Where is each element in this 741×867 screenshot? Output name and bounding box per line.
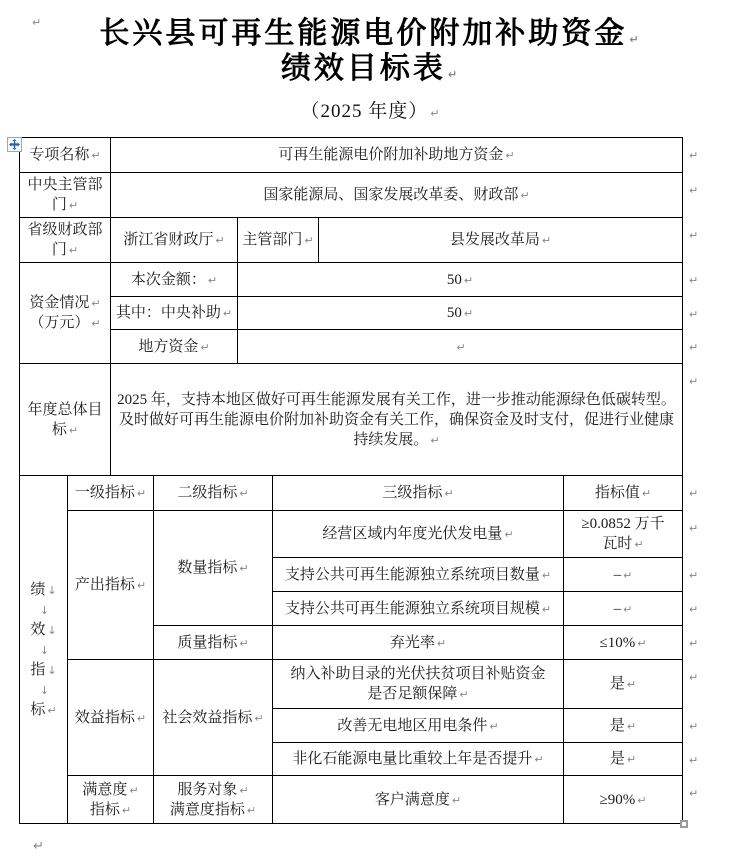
- project-name-value-cell[interactable]: [111, 138, 683, 173]
- cell-text: 50: [446, 305, 462, 321]
- header-level2-cell[interactable]: [154, 476, 273, 511]
- cell-end-mark: ↵: [489, 719, 499, 733]
- row-end-mark-cell: [683, 297, 709, 330]
- table-row: [20, 476, 709, 511]
- indicator-value-cell[interactable]: [564, 709, 683, 743]
- performance-indicator-side-cell[interactable]: [20, 476, 68, 824]
- row-end-mark-cell: [683, 709, 709, 743]
- indicator-value-cell[interactable]: [564, 743, 683, 776]
- quality-indicator-cell[interactable]: [154, 626, 273, 660]
- table-row: [20, 776, 709, 824]
- line-break-mark: ↓: [39, 643, 50, 657]
- title-text: 长兴县可再生能源电价附加补助资金: [99, 17, 628, 50]
- competent-dept-label-cell[interactable]: [238, 218, 319, 263]
- cell-end-mark: ↵: [68, 244, 79, 257]
- paragraph-mark: ↵: [689, 148, 699, 162]
- cell-end-mark: ↵: [623, 602, 633, 616]
- cell-end-mark: ↵: [541, 568, 552, 582]
- title-text: 绩效目标表: [280, 52, 446, 85]
- line-break-mark: ↓: [47, 663, 57, 677]
- paragraph-mark: ↵: [689, 340, 699, 354]
- cell-end-mark: ↵: [456, 340, 466, 354]
- cell-text: 弃光率: [389, 634, 435, 651]
- cell-end-mark: ↵: [68, 199, 79, 212]
- satisfaction-indicator-cell[interactable]: [68, 776, 154, 824]
- cell-text: 客户满意度: [374, 791, 450, 808]
- cell-text: 是: [609, 676, 625, 692]
- cell-text: 非化石能源电量比重较上年是否提升: [292, 751, 533, 767]
- cell-end-mark: ↵: [121, 803, 132, 817]
- cell-text: 指: [30, 661, 46, 678]
- cell-line: [24, 313, 106, 333]
- cell-end-mark: ↵: [626, 753, 637, 766]
- line-break-mark: ↓: [39, 683, 50, 697]
- cell-text: 瓦时: [602, 536, 633, 552]
- project-name-label-cell[interactable]: [20, 138, 111, 173]
- cell-text: 标: [30, 701, 46, 718]
- paragraph-mark: ↵: [32, 16, 42, 29]
- cell-text: 效: [30, 621, 46, 638]
- indicator-name-cell[interactable]: [273, 511, 564, 558]
- paragraph-mark: ↵: [689, 521, 699, 535]
- paragraph-mark: ↵: [689, 786, 699, 800]
- cell-end-mark: ↵: [430, 433, 440, 447]
- cell-text: 年度总体目标: [27, 401, 103, 438]
- cell-end-mark: ↵: [239, 487, 249, 500]
- cell-text: 效益指标: [74, 709, 135, 726]
- cell-text: 县发展改革局: [449, 232, 540, 248]
- cell-text: 产出指标: [74, 577, 135, 593]
- row-end-mark-cell: [683, 263, 709, 297]
- cell-text: 50: [446, 271, 462, 288]
- cell-end-mark: ↵: [504, 528, 514, 541]
- cell-end-mark: ↵: [136, 579, 147, 592]
- header-level1-cell[interactable]: [68, 476, 154, 511]
- cell-end-mark: ↵: [436, 636, 447, 650]
- cell-end-mark: ↵: [623, 568, 633, 582]
- benefit-indicator-cell[interactable]: [68, 660, 154, 776]
- row-end-mark-cell: [683, 364, 709, 476]
- cell-text: 浙江省财政厅: [123, 232, 214, 248]
- cell-line: [568, 514, 678, 534]
- cell-end-mark: ↵: [207, 273, 218, 287]
- line-break-mark: ↓: [47, 583, 57, 597]
- cell-text: 资金情况: [29, 295, 90, 311]
- cell-end-mark: ↵: [626, 719, 637, 733]
- central-subsidy-label-cell[interactable]: [111, 297, 238, 330]
- row-end-mark-cell: [683, 776, 709, 824]
- cell-end-mark: ↵: [463, 307, 474, 320]
- performance-target-table: [19, 137, 709, 824]
- title-year-subtitle: [0, 101, 741, 123]
- document-title: [0, 16, 741, 86]
- paragraph-mark: ↵: [689, 636, 699, 650]
- table-row: [20, 173, 709, 218]
- paragraph-mark: ↵: [689, 273, 699, 287]
- table-row: [20, 364, 709, 476]
- cell-text: 二级指标: [177, 485, 238, 501]
- indicator-value-cell[interactable]: [564, 511, 683, 558]
- paragraph-mark: ↵: [629, 33, 642, 46]
- paragraph-mark: ↵: [689, 753, 699, 767]
- cell-line: [24, 680, 63, 700]
- row-end-mark-cell: [683, 511, 709, 558]
- service-object-satisfaction-cell[interactable]: [154, 776, 273, 824]
- line-break-mark: ↓: [39, 603, 50, 617]
- cell-end-mark: ↵: [459, 688, 469, 701]
- header-level3-cell[interactable]: [273, 476, 564, 511]
- annual-goal-text-cell[interactable]: [111, 364, 683, 476]
- cell-text: 中央主管部门: [27, 177, 103, 213]
- table-move-handle[interactable]: [7, 137, 22, 152]
- cell-text: 专项名称: [29, 147, 90, 163]
- row-end-mark-cell: [683, 173, 709, 218]
- cell-end-mark: ↵: [136, 487, 147, 500]
- cell-line: [24, 600, 63, 620]
- cell-end-mark: ↵: [637, 793, 647, 807]
- cell-end-mark: ↵: [541, 234, 552, 247]
- cell-text: 一级指标: [74, 485, 135, 501]
- output-indicator-cell[interactable]: [68, 511, 154, 660]
- cell-line: [568, 534, 678, 554]
- indicator-value-cell[interactable]: [564, 558, 683, 592]
- row-end-mark-cell: [683, 218, 709, 263]
- local-fund-value-cell[interactable]: [238, 330, 683, 364]
- social-benefit-indicator-cell[interactable]: [154, 660, 273, 776]
- title-line-1: [0, 16, 741, 51]
- paragraph-mark: ↵: [689, 486, 699, 500]
- cell-text: 质量指标: [177, 634, 238, 651]
- competent-dept-value-cell[interactable]: [319, 218, 683, 263]
- row-end-mark-cell: [683, 660, 709, 709]
- row-end-mark-cell: [683, 626, 709, 660]
- cell-line: [277, 684, 559, 704]
- cell-line: [158, 800, 268, 820]
- current-amount-value-cell[interactable]: [238, 263, 683, 297]
- cell-text: 主管部门: [242, 232, 303, 248]
- cell-text: –: [613, 600, 622, 617]
- table-row: [20, 263, 709, 297]
- row-end-mark-cell: [683, 330, 709, 364]
- paragraph-mark: ↵: [689, 719, 699, 733]
- cell-end-mark: ↵: [91, 149, 101, 162]
- cell-text: 地方资金: [138, 338, 199, 355]
- fund-status-label-cell[interactable]: [20, 263, 111, 364]
- cell-text: 改善无电地区用电条件: [337, 717, 488, 734]
- paragraph-mark: ↵: [689, 670, 699, 684]
- paragraph-mark: ↵: [430, 107, 441, 120]
- cell-text: 数量指标: [177, 560, 238, 576]
- central-subsidy-value-cell[interactable]: [238, 297, 683, 330]
- cell-end-mark: ↵: [239, 636, 249, 650]
- cell-text: 三级指标: [382, 485, 443, 501]
- cell-text: ≥90%: [599, 791, 636, 808]
- cell-text: 本次金额：: [130, 271, 206, 288]
- cell-line: [24, 700, 63, 720]
- cell-text: –: [613, 566, 622, 583]
- cell-text: 支持公共可再生能源独立系统项目规模: [284, 600, 540, 617]
- indicator-name-cell[interactable]: [273, 743, 564, 776]
- move-arrows-icon: [9, 139, 20, 150]
- cell-text: 可再生能源电价附加补助地方资金: [278, 147, 504, 163]
- indicator-name-cell[interactable]: [273, 558, 564, 592]
- row-end-mark-cell: [683, 558, 709, 592]
- paragraph-mark: ↵: [447, 68, 461, 81]
- central-dept-label-cell[interactable]: [20, 173, 111, 218]
- cell-end-mark: ↵: [215, 234, 225, 247]
- table-row: [20, 218, 709, 263]
- cell-end-mark: ↵: [541, 602, 552, 616]
- province-finance-label-cell[interactable]: [20, 218, 111, 263]
- cell-end-mark: ↵: [222, 307, 233, 320]
- document-page: [0, 16, 741, 867]
- cell-text: ≥0.0852 万千: [581, 516, 665, 532]
- paragraph-mark: ↵: [689, 568, 699, 582]
- cell-text: 指标: [89, 801, 120, 818]
- cell-text: 纳入补助目录的光伏扶贫项目补贴资金: [290, 666, 546, 682]
- paragraph-mark: ↵: [689, 307, 699, 321]
- indicator-name-cell[interactable]: [273, 709, 564, 743]
- cell-line: [24, 660, 63, 680]
- indicator-value-cell[interactable]: [564, 776, 683, 824]
- cell-end-mark: ↵: [634, 538, 644, 551]
- cell-line: [158, 780, 268, 800]
- table-row: [20, 138, 709, 173]
- cell-text: 是: [609, 751, 625, 767]
- cell-line: [24, 580, 63, 600]
- paragraph-mark: ↵: [689, 183, 699, 197]
- cell-end-mark: ↵: [246, 803, 257, 817]
- cell-text: 其中：中央补助: [115, 305, 221, 321]
- cell-end-mark: ↵: [641, 487, 652, 500]
- cell-text: 是否足额保障: [367, 686, 458, 702]
- cell-text: 支持公共可再生能源独立系统项目数量: [284, 566, 540, 583]
- cell-end-mark: ↵: [444, 487, 454, 500]
- row-end-mark-cell: [683, 138, 709, 173]
- cell-line: [72, 800, 149, 820]
- cell-end-mark: ↵: [520, 189, 530, 202]
- cell-end-mark: ↵: [304, 234, 314, 247]
- cell-end-mark: ↵: [254, 711, 264, 725]
- paragraph-mark: ↵: [33, 839, 44, 854]
- paragraph-mark: ↵: [689, 228, 699, 242]
- cell-end-mark: ↵: [463, 273, 474, 287]
- table-row: [20, 330, 709, 364]
- table-row: [20, 660, 709, 709]
- cell-text: 满意度指标: [169, 801, 245, 818]
- table-row: [20, 297, 709, 330]
- indicator-name-cell[interactable]: [273, 776, 564, 824]
- cell-end-mark: ↵: [637, 636, 647, 650]
- cell-end-mark: ↵: [91, 297, 101, 310]
- cell-text: （万元）: [29, 315, 90, 331]
- cell-text: 2025 年，支持本地区做好可再生能源发展有关工作，进一步推动能源绿色低碳转型。及时做好可再生能源电价附加补助资金有关工作，确保资金及时支付，促进行业健康持续发展。: [117, 391, 676, 448]
- cell-text: 社会效益指标: [162, 709, 253, 726]
- cell-text: 省级财政部门: [27, 222, 103, 258]
- cell-text: 经营区域内年度光伏发电量: [322, 526, 503, 542]
- cell-text: 是: [609, 717, 625, 734]
- cell-text: ≤10%: [599, 634, 636, 651]
- paragraph-mark: ↵: [689, 602, 699, 616]
- row-end-mark-cell: [683, 476, 709, 511]
- row-end-mark-cell: [683, 743, 709, 776]
- cell-text: 服务对象: [177, 781, 238, 798]
- cell-line: [24, 620, 63, 640]
- indicator-value-cell[interactable]: [564, 660, 683, 709]
- indicator-name-cell[interactable]: [273, 660, 564, 709]
- cell-line: [72, 780, 149, 800]
- cell-text: 绩: [30, 581, 46, 598]
- cell-end-mark: ↵: [239, 783, 249, 797]
- cell-end-mark: ↵: [129, 783, 139, 797]
- row-end-mark-cell: [683, 592, 709, 626]
- table-row: [20, 511, 709, 558]
- local-fund-label-cell[interactable]: [111, 330, 238, 364]
- indicator-name-cell[interactable]: [273, 626, 564, 660]
- cell-text: 指标值: [594, 485, 640, 501]
- cell-end-mark: ↵: [136, 711, 147, 725]
- subtitle-text: （2025 年度）: [300, 101, 429, 122]
- cell-end-mark: ↵: [505, 149, 515, 162]
- indicator-value-cell[interactable]: [564, 626, 683, 660]
- cell-end-mark: ↵: [451, 793, 462, 807]
- paragraph-mark: ↵: [689, 374, 699, 388]
- indicator-value-cell[interactable]: [564, 592, 683, 626]
- cell-end-mark: ↵: [534, 753, 544, 766]
- cell-end-mark: ↵: [91, 317, 101, 330]
- cell-line: [277, 664, 559, 684]
- quantity-indicator-cell[interactable]: [154, 511, 273, 626]
- province-finance-value-cell[interactable]: [111, 218, 238, 263]
- central-dept-value-cell[interactable]: [111, 173, 683, 218]
- header-value-cell[interactable]: [564, 476, 683, 511]
- cell-text: 满意度: [82, 781, 128, 798]
- cell-line: [24, 293, 106, 313]
- cell-line: [24, 640, 63, 660]
- cell-end-mark: ↵: [200, 340, 210, 354]
- title-line-2: [0, 51, 741, 86]
- indicator-name-cell[interactable]: [273, 592, 564, 626]
- line-break-mark: ↓: [47, 623, 57, 637]
- cell-end-mark: ↵: [47, 703, 57, 717]
- cell-end-mark: ↵: [239, 562, 249, 575]
- cell-text: 国家能源局、国家发展改革委、财政部: [263, 187, 519, 203]
- cell-end-mark: ↵: [68, 423, 79, 437]
- table-resize-handle[interactable]: [680, 820, 688, 828]
- current-amount-label-cell[interactable]: [111, 263, 238, 297]
- annual-goal-label-cell[interactable]: [20, 364, 111, 476]
- cell-end-mark: ↵: [626, 678, 637, 691]
